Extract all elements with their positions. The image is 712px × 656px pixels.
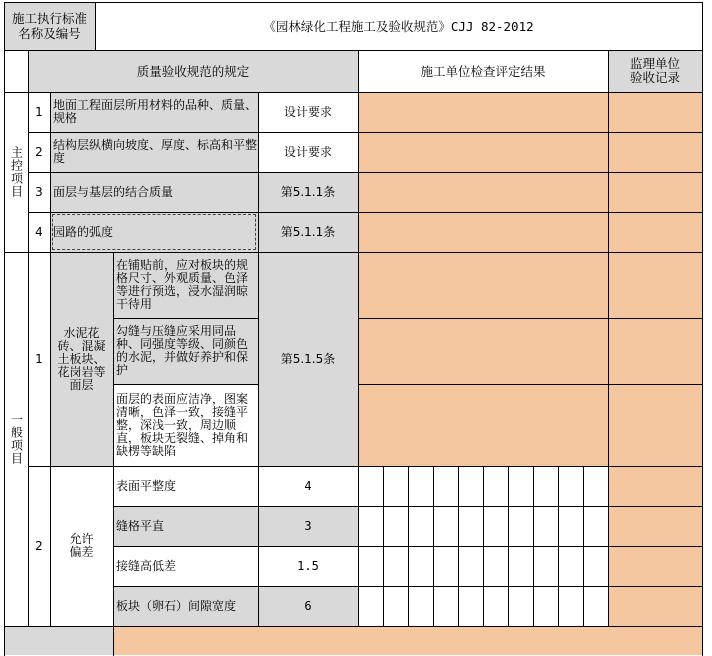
main-item-text: 结构层纵横向坡度、厚度、标高和平整度 bbox=[50, 132, 258, 172]
general-item2-no: 2 bbox=[28, 466, 50, 626]
deviation-value: 4 bbox=[258, 466, 358, 506]
general-sub-item: 勾缝与压缝应采用同品种、同强度等级、同颜色的水泥，并做好养护和保护 bbox=[113, 318, 258, 384]
grid-line bbox=[4, 92, 703, 93]
grid-line bbox=[113, 318, 259, 319]
general-sub-item: 面层的表面应洁净，图案清晰，色泽一致，接缝平整，深浅一致，周边顺直，板块无裂缝、掉角和缺楞等缺陷 bbox=[113, 384, 258, 466]
grid-line bbox=[95, 2, 96, 51]
main-item-no: 4 bbox=[28, 212, 50, 252]
grid-line bbox=[113, 506, 359, 507]
grid-line bbox=[50, 92, 51, 627]
grid-line bbox=[358, 384, 703, 385]
main-control-label: 主控项目 bbox=[4, 92, 28, 252]
grid-line bbox=[28, 50, 29, 627]
supervisor-record-cell[interactable] bbox=[608, 586, 702, 626]
contractor-result-cell[interactable] bbox=[358, 318, 608, 384]
supervisor-record-cell[interactable] bbox=[608, 172, 702, 212]
deviation-name: 板块（卵石）间隙宽度 bbox=[113, 586, 258, 626]
grid-line bbox=[113, 252, 114, 656]
grid-line bbox=[358, 318, 703, 319]
main-item-text: 地面工程面层所用材料的品种、质量、规格 bbox=[50, 92, 258, 132]
grid-line bbox=[608, 50, 609, 627]
grid-line bbox=[113, 384, 259, 385]
deviation-value: 3 bbox=[258, 506, 358, 546]
grid-line bbox=[4, 2, 5, 656]
grid-line bbox=[358, 50, 359, 627]
grid-line bbox=[113, 546, 359, 547]
contractor-result-cell[interactable] bbox=[358, 252, 608, 318]
spec-header: 质量验收规范的规定 bbox=[28, 50, 358, 92]
supervisor-record-cell[interactable] bbox=[608, 318, 702, 384]
bottom-result-cell[interactable] bbox=[113, 626, 702, 655]
grid-line bbox=[113, 586, 359, 587]
supervisor-header: 监理单位 验收记录 bbox=[608, 50, 702, 92]
grid-line bbox=[28, 172, 703, 173]
deviation-value: 6 bbox=[258, 586, 358, 626]
grid-line bbox=[28, 132, 703, 133]
contractor-result-cell[interactable] bbox=[358, 212, 608, 252]
standard-value[interactable]: 《园林绿化工程施工及验收规范》CJJ 82-2012 bbox=[95, 2, 702, 50]
main-item-no: 2 bbox=[28, 132, 50, 172]
deviation-name: 表面平整度 bbox=[113, 466, 258, 506]
main-item-no: 1 bbox=[28, 92, 50, 132]
main-item-req: 第5.1.1条 bbox=[258, 212, 358, 252]
grid-line bbox=[358, 506, 703, 507]
contractor-result-cell[interactable] bbox=[358, 172, 608, 212]
supervisor-record-cell[interactable] bbox=[608, 252, 702, 318]
general-item1-no: 1 bbox=[28, 252, 50, 466]
main-item-req: 设计要求 bbox=[258, 92, 358, 132]
supervisor-record-cell[interactable] bbox=[608, 506, 702, 546]
supervisor-record-cell[interactable] bbox=[608, 132, 702, 172]
general-item1-title: 水泥花砖、混凝土板块、花岗岩等面层 bbox=[50, 252, 113, 466]
grid-line bbox=[28, 212, 703, 213]
main-item-req: 第5.1.1条 bbox=[258, 172, 358, 212]
supervisor-record-cell[interactable] bbox=[608, 466, 702, 506]
supervisor-record-cell[interactable] bbox=[608, 546, 702, 586]
supervisor-record-cell[interactable] bbox=[608, 92, 702, 132]
supervisor-record-cell[interactable] bbox=[608, 212, 702, 252]
grid-line bbox=[28, 466, 703, 467]
main-item-text: 面层与基层的结合质量 bbox=[50, 172, 258, 212]
contractor-result-cell[interactable] bbox=[358, 92, 608, 132]
standard-label: 施工执行标准 名称及编号 bbox=[4, 2, 95, 50]
grid-line bbox=[702, 2, 703, 656]
grid-line bbox=[4, 50, 703, 51]
bottom-label-cell bbox=[4, 626, 113, 655]
blank-corner bbox=[4, 50, 28, 92]
main-item-text-selected[interactable]: 园路的弧度 bbox=[50, 212, 258, 252]
grid-line bbox=[358, 586, 703, 587]
main-item-no: 3 bbox=[28, 172, 50, 212]
contractor-header: 施工单位检查评定结果 bbox=[358, 50, 608, 92]
general-sub-item: 在铺贴前，应对板块的规格尺寸、外观质量、色泽等进行预选，浸水湿润晾干待用 bbox=[113, 252, 258, 318]
grid-line bbox=[4, 252, 703, 253]
grid-line bbox=[358, 546, 703, 547]
deviation-name: 接缝高低差 bbox=[113, 546, 258, 586]
general-item2-title: 允许偏差 bbox=[50, 466, 113, 626]
general-item1-req: 第5.1.5条 bbox=[258, 252, 358, 466]
deviation-name: 缝格平直 bbox=[113, 506, 258, 546]
contractor-result-cell[interactable] bbox=[358, 384, 608, 466]
grid-line bbox=[4, 626, 703, 627]
general-label: 一般项目 bbox=[4, 252, 28, 626]
supervisor-record-cell[interactable] bbox=[608, 384, 702, 466]
grid-line bbox=[4, 2, 703, 3]
main-item-req: 设计要求 bbox=[258, 132, 358, 172]
contractor-result-cell[interactable] bbox=[358, 132, 608, 172]
deviation-value: 1.5 bbox=[258, 546, 358, 586]
